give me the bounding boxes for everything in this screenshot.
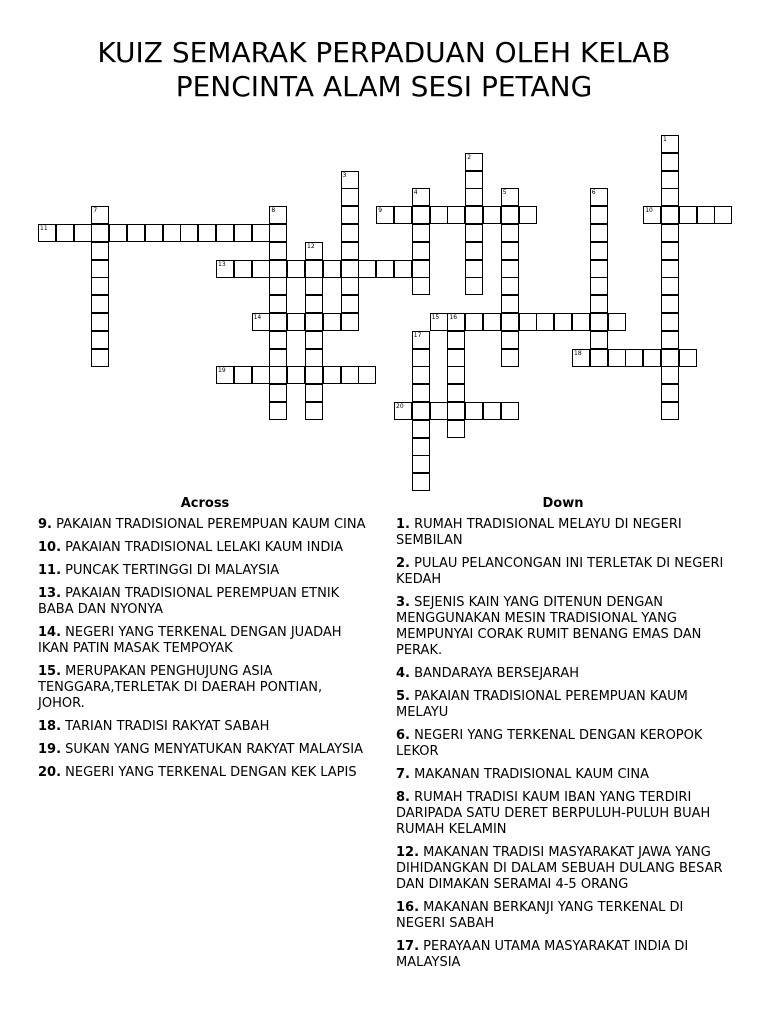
crossword-cell[interactable] <box>198 224 216 242</box>
crossword-cell[interactable] <box>483 206 501 224</box>
across-clue <box>38 625 372 657</box>
crossword-cell[interactable] <box>447 349 465 367</box>
crossword-cell[interactable] <box>91 295 109 313</box>
across-clue <box>38 719 372 735</box>
clue-text: PAKAIAN TRADISIONAL PEREMPUAN ETNIK BABA DAN NYONYA <box>38 586 340 617</box>
crossword-cell[interactable] <box>625 349 643 367</box>
crossword-cell[interactable] <box>287 313 305 331</box>
crossword-cell[interactable] <box>590 206 608 224</box>
crossword-cell[interactable] <box>661 153 679 171</box>
crossword-cell[interactable] <box>590 277 608 295</box>
crossword-cell[interactable] <box>269 242 287 260</box>
crossword-cell[interactable] <box>661 188 679 206</box>
crossword-cell[interactable] <box>412 188 430 206</box>
crossword-cell[interactable] <box>465 277 483 295</box>
cell-number: 5 <box>502 189 507 197</box>
crossword-cell[interactable] <box>305 366 323 384</box>
crossword-cell[interactable] <box>109 224 127 242</box>
clue-number: 3. <box>396 595 410 610</box>
crossword-cell[interactable] <box>465 242 483 260</box>
down-clue <box>396 790 730 838</box>
clue-text: SUKAN YANG MENYATUKAN RAKYAT MALAYSIA <box>65 742 364 757</box>
crossword-cell[interactable] <box>608 313 626 331</box>
crossword-cell[interactable] <box>91 206 109 224</box>
cell-number: 6 <box>591 189 596 197</box>
cell-number: 13 <box>218 260 226 268</box>
crossword-cell[interactable] <box>501 331 519 349</box>
crossword-cell[interactable] <box>216 366 234 384</box>
crossword-cell[interactable] <box>590 349 608 367</box>
crossword-cell[interactable] <box>252 366 270 384</box>
clue-text: NEGERI YANG TERKENAL DENGAN KEROPOK LEKOR <box>396 728 703 759</box>
crossword-cell[interactable] <box>269 295 287 313</box>
crossword-cell[interactable] <box>465 313 483 331</box>
cell-number: 14 <box>253 314 262 321</box>
crossword-cell[interactable] <box>269 366 287 384</box>
crossword-cell[interactable] <box>252 224 270 242</box>
down-clue <box>396 556 730 588</box>
cell-number: 7 <box>93 207 98 215</box>
crossword-cell[interactable] <box>661 224 679 242</box>
clue-number: 11. <box>38 563 62 578</box>
cell-number: 15 <box>431 314 440 321</box>
crossword-cell[interactable] <box>287 366 305 384</box>
cell-number: 17 <box>413 331 422 339</box>
across-clue <box>38 540 372 556</box>
crossword-cell[interactable] <box>252 260 270 278</box>
clue-number: 6. <box>396 728 410 743</box>
crossword-cell[interactable] <box>412 366 430 384</box>
crossword-cell[interactable] <box>465 153 483 171</box>
crossword-cell[interactable] <box>358 366 376 384</box>
crossword-cell[interactable] <box>447 366 465 384</box>
crossword-cell[interactable] <box>269 384 287 402</box>
crossword-cell[interactable] <box>430 313 448 331</box>
cell-number: 1 <box>663 136 667 143</box>
crossword-cell[interactable] <box>661 295 679 313</box>
crossword-cell[interactable] <box>341 295 359 313</box>
down-clue <box>396 666 730 682</box>
crossword-cell[interactable] <box>91 242 109 260</box>
down-clue <box>396 900 730 932</box>
crossword-cell[interactable] <box>74 224 92 242</box>
clue-text: MAKANAN TRADISIONAL KAUM CINA <box>414 767 649 782</box>
crossword-cell[interactable] <box>661 260 679 278</box>
crossword-cell[interactable] <box>341 224 359 242</box>
clue-number: 19. <box>38 742 62 757</box>
crossword-cell[interactable] <box>501 277 519 295</box>
crossword-cell[interactable] <box>465 188 483 206</box>
crossword-cell[interactable] <box>305 277 323 295</box>
crossword-cell[interactable] <box>412 438 430 456</box>
clue-text: BANDARAYA BERSEJARAH <box>414 666 579 681</box>
down-heading: Down <box>542 496 584 511</box>
crossword-cell[interactable] <box>501 313 519 331</box>
crossword-cell[interactable] <box>394 206 412 224</box>
clue-number: 20. <box>38 765 62 780</box>
crossword-cell[interactable] <box>554 313 572 331</box>
crossword-cell[interactable] <box>465 171 483 189</box>
crossword-cell[interactable] <box>91 349 109 367</box>
down-clue <box>396 728 730 760</box>
cell-number: 16 <box>449 314 458 321</box>
crossword-cell[interactable] <box>447 420 465 438</box>
crossword-cell[interactable] <box>91 260 109 278</box>
crossword-cell[interactable] <box>323 260 341 278</box>
crossword-cell[interactable] <box>412 331 430 349</box>
across-heading: Across <box>180 496 230 511</box>
crossword-cell[interactable] <box>305 313 323 331</box>
across-clue <box>38 742 372 758</box>
crossword-cell[interactable] <box>269 331 287 349</box>
clue-number: 13. <box>38 586 62 601</box>
crossword-cell[interactable] <box>661 384 679 402</box>
crossword-cell[interactable] <box>341 171 359 189</box>
clue-text: NEGERI YANG TERKENAL DENGAN KEK LAPIS <box>65 765 357 780</box>
crossword-cell[interactable] <box>590 295 608 313</box>
crossword-cell[interactable] <box>501 295 519 313</box>
clue-text: PULAU PELANCONGAN INI TERLETAK DI NEGERI KEDAH <box>396 556 724 587</box>
crossword-cell[interactable] <box>590 188 608 206</box>
crossword-cell[interactable] <box>341 366 359 384</box>
down-clue <box>396 767 730 783</box>
crossword-cell[interactable] <box>341 313 359 331</box>
clue-text: PERAYAAN UTAMA MASYARAKAT INDIA DI MALAYSIA <box>396 939 689 970</box>
down-clue-list <box>396 517 730 978</box>
cell-number: 12 <box>307 242 315 250</box>
clue-text: RUMAH TRADISIONAL MELAYU DI NEGERI SEMBILAN <box>396 517 682 548</box>
crossword-cell[interactable] <box>447 331 465 349</box>
crossword-cell[interactable] <box>91 224 109 242</box>
clue-text: TARIAN TRADISI RAKYAT SABAH <box>65 719 270 734</box>
crossword-cell[interactable] <box>234 366 252 384</box>
across-clue <box>38 517 372 533</box>
clue-text: PAKAIAN TRADISIONAL LELAKI KAUM INDIA <box>65 540 344 555</box>
crossword-cell[interactable] <box>447 206 465 224</box>
crossword-cell[interactable] <box>661 349 679 367</box>
crossword-cell[interactable] <box>305 349 323 367</box>
crossword-cell[interactable] <box>697 206 715 224</box>
down-clue <box>396 939 730 971</box>
crossword-cell[interactable] <box>394 260 412 278</box>
title-line-1: KUIZ SEMARAK PERPADUAN OLEH KELAB <box>97 36 671 69</box>
crossword-cell[interactable] <box>412 277 430 295</box>
crossword-cell[interactable] <box>661 402 679 420</box>
down-clue <box>396 517 730 549</box>
crossword-cell[interactable] <box>341 206 359 224</box>
crossword-cell[interactable] <box>358 260 376 278</box>
crossword-cell[interactable] <box>323 313 341 331</box>
cell-number: 10 <box>645 207 653 215</box>
crossword-cell[interactable] <box>163 224 181 242</box>
crossword-cell[interactable] <box>501 224 519 242</box>
crossword-cell[interactable] <box>590 224 608 242</box>
crossword-cell[interactable] <box>661 135 679 153</box>
crossword-cell[interactable] <box>412 206 430 224</box>
cell-number: 20 <box>396 403 404 410</box>
crossword-cell[interactable] <box>38 224 56 242</box>
clue-text: RUMAH TRADISI KAUM IBAN YANG TERDIRI DARIPADA SATU DERET BERPULUH-PULUH BUAH RUMAH KELAMIN <box>396 790 711 837</box>
crossword-cell[interactable] <box>269 313 287 331</box>
crossword-cell[interactable] <box>661 206 679 224</box>
crossword-cell[interactable] <box>216 260 234 278</box>
clue-number: 16. <box>396 900 420 915</box>
crossword-cell[interactable] <box>305 331 323 349</box>
crossword-cell[interactable] <box>91 313 109 331</box>
clue-text: MAKANAN BERKANJI YANG TERKENAL DI NEGERI SABAH <box>396 900 684 931</box>
title-line-2: PENCINTA ALAM SESI PETANG <box>175 70 593 103</box>
crossword-cell[interactable] <box>323 366 341 384</box>
clue-number: 14. <box>38 625 62 640</box>
clue-number: 5. <box>396 689 410 704</box>
crossword-cell[interactable] <box>412 224 430 242</box>
down-clue <box>396 689 730 721</box>
clue-number: 7. <box>396 767 410 782</box>
crossword-cell[interactable] <box>269 277 287 295</box>
crossword-cell[interactable] <box>412 455 430 473</box>
clue-number: 8. <box>396 790 410 805</box>
crossword-cell[interactable] <box>501 242 519 260</box>
crossword-cell[interactable] <box>305 295 323 313</box>
crossword-cell[interactable] <box>91 331 109 349</box>
crossword-cell[interactable] <box>519 313 537 331</box>
crossword-cell[interactable] <box>91 277 109 295</box>
crossword-cell[interactable] <box>269 224 287 242</box>
crossword-cell[interactable] <box>661 277 679 295</box>
clue-text: MAKANAN TRADISI MASYARAKAT JAWA YANG DIHIDANGKAN DI DALAM SEBUAH DULANG BESAR DAN DIMAKAN SERAMAI 4-5 ORANG <box>396 845 723 892</box>
clue-number: 10. <box>38 540 62 555</box>
crossword-cell[interactable] <box>447 313 465 331</box>
crossword-cell[interactable] <box>341 188 359 206</box>
crossword-cell[interactable] <box>501 188 519 206</box>
cell-number: 4 <box>413 189 418 197</box>
crossword-cell[interactable] <box>501 206 519 224</box>
crossword-cell[interactable] <box>447 384 465 402</box>
crossword-cell[interactable] <box>430 402 448 420</box>
crossword-cell[interactable] <box>305 402 323 420</box>
across-clue-list <box>38 517 372 788</box>
cell-number: 3 <box>342 171 347 179</box>
crossword-cell[interactable] <box>180 224 198 242</box>
crossword-cell[interactable] <box>269 206 287 224</box>
clue-number: 4. <box>396 666 410 681</box>
clue-number: 12. <box>396 845 420 860</box>
crossword-cell[interactable] <box>465 224 483 242</box>
crossword-cell[interactable] <box>519 206 537 224</box>
crossword-cell[interactable] <box>590 331 608 349</box>
cell-number: 2 <box>467 153 472 161</box>
crossword-cell[interactable] <box>394 402 412 420</box>
crossword-cell[interactable] <box>572 313 590 331</box>
clue-number: 2. <box>396 556 410 571</box>
crossword-cell[interactable] <box>412 420 430 438</box>
crossword-cell[interactable] <box>661 242 679 260</box>
crossword-cell[interactable] <box>679 206 697 224</box>
crossword-cell[interactable] <box>501 349 519 367</box>
crossword-cell[interactable] <box>412 402 430 420</box>
clue-text: SEJENIS KAIN YANG DITENUN DENGAN MENGGUNAKAN MESIN TRADISIONAL YANG MEMPUNYAI CORAK RUMIT BENANG EMAS DAN PERAK. <box>396 595 702 658</box>
crossword-cell[interactable] <box>305 260 323 278</box>
crossword-cell[interactable] <box>412 384 430 402</box>
clue-text: MERUPAKAN PENGHUJUNG ASIA TENGGARA,TERLETAK DI DAERAH PONTIAN, JOHOR. <box>38 664 323 711</box>
clue-text: PAKAIAN TRADISIONAL PEREMPUAN KAUM CINA <box>56 517 366 532</box>
crossword-cell[interactable] <box>501 402 519 420</box>
down-clue <box>396 595 730 659</box>
crossword-cell[interactable] <box>269 402 287 420</box>
crossword-cell[interactable] <box>679 349 697 367</box>
crossword-cell[interactable] <box>127 224 145 242</box>
across-clue <box>38 664 372 712</box>
crossword-cell[interactable] <box>590 260 608 278</box>
down-clue <box>396 845 730 893</box>
across-clue <box>38 586 372 618</box>
crossword-cell[interactable] <box>536 313 554 331</box>
clue-text: PUNCAK TERTINGGI DI MALAYSIA <box>65 563 280 578</box>
clue-number: 17. <box>396 939 420 954</box>
crossword-cell[interactable] <box>216 224 234 242</box>
crossword-cell[interactable] <box>305 242 323 260</box>
crossword-cell[interactable] <box>376 206 394 224</box>
clue-number: 1. <box>396 517 410 532</box>
crossword-cell[interactable] <box>412 473 430 491</box>
crossword-cell[interactable] <box>661 171 679 189</box>
crossword-cell[interactable] <box>341 242 359 260</box>
crossword-cell[interactable] <box>661 366 679 384</box>
crossword-cell[interactable] <box>501 260 519 278</box>
crossword-cell[interactable] <box>412 349 430 367</box>
crossword-cell[interactable] <box>341 277 359 295</box>
crossword-cell[interactable] <box>145 224 163 242</box>
crossword-cell[interactable] <box>714 206 732 224</box>
across-clue <box>38 563 372 579</box>
crossword-cell[interactable] <box>430 206 448 224</box>
cell-number: 8 <box>271 207 276 215</box>
clue-number: 9. <box>38 517 52 532</box>
crossword-cell[interactable] <box>572 349 590 367</box>
cell-number: 18 <box>574 349 582 357</box>
crossword-cell[interactable] <box>465 206 483 224</box>
crossword-cell[interactable] <box>234 224 252 242</box>
crossword-cell[interactable] <box>483 313 501 331</box>
across-clue <box>38 765 372 781</box>
crossword-cell[interactable] <box>483 402 501 420</box>
crossword-cell[interactable] <box>643 349 661 367</box>
cell-number: 19 <box>218 367 226 375</box>
crossword-cell[interactable] <box>56 224 74 242</box>
clue-text: NEGERI YANG TERKENAL DENGAN JUADAH IKAN PATIN MASAK TEMPOYAK <box>38 625 342 656</box>
crossword-cell[interactable] <box>234 260 252 278</box>
crossword-cell[interactable] <box>269 349 287 367</box>
crossword-cell[interactable] <box>590 242 608 260</box>
cell-number: 11 <box>40 225 48 232</box>
crossword-grid <box>0 0 768 480</box>
crossword-cell[interactable] <box>269 260 287 278</box>
crossword-cell[interactable] <box>412 242 430 260</box>
crossword-cell[interactable] <box>465 260 483 278</box>
clue-number: 15. <box>38 664 62 679</box>
crossword-cell[interactable] <box>305 384 323 402</box>
crossword-cell[interactable] <box>661 313 679 331</box>
crossword-cell[interactable] <box>643 206 661 224</box>
crossword-cell[interactable] <box>287 260 305 278</box>
clue-number: 18. <box>38 719 62 734</box>
crossword-cell[interactable] <box>465 402 483 420</box>
crossword-cell[interactable] <box>608 349 626 367</box>
crossword-cell[interactable] <box>661 331 679 349</box>
crossword-cell[interactable] <box>590 313 608 331</box>
crossword-cell[interactable] <box>376 260 394 278</box>
crossword-cell[interactable] <box>341 260 359 278</box>
clue-text: PAKAIAN TRADISIONAL PEREMPUAN KAUM MELAYU <box>396 689 688 720</box>
crossword-cell[interactable] <box>412 260 430 278</box>
crossword-cell[interactable] <box>252 313 270 331</box>
crossword-cell[interactable] <box>447 402 465 420</box>
cell-number: 9 <box>378 207 383 215</box>
